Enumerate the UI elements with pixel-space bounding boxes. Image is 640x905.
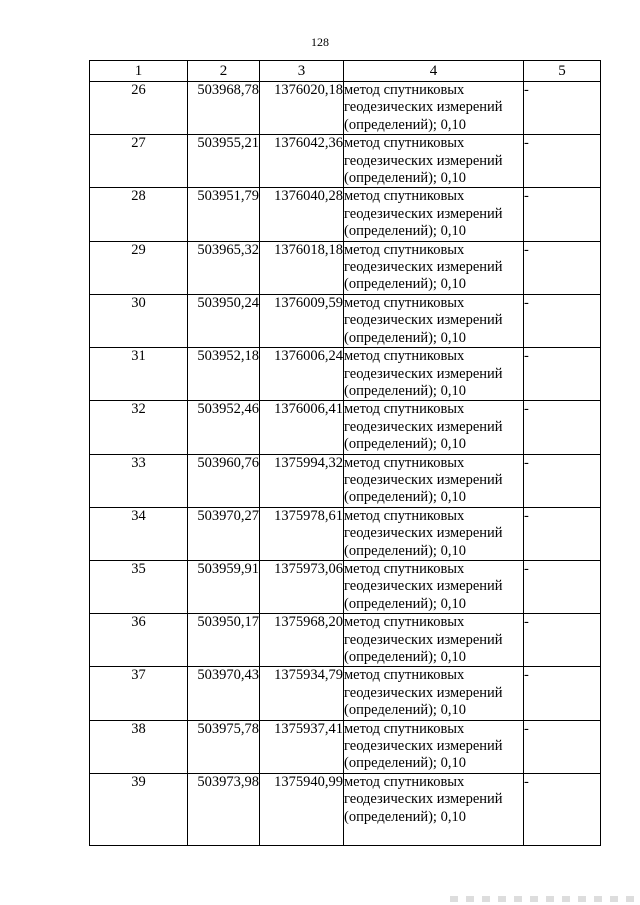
accuracy-cell [524,454,601,507]
table-row [90,82,601,135]
point-number-text: 29 [131,241,146,258]
y-coordinate-cell [260,294,344,347]
accuracy-text: - [524,454,529,471]
x-coordinate-text: 503975,78 [197,720,259,737]
point-number-cell [90,560,188,613]
table-row [90,294,601,347]
table-row [90,401,601,454]
point-number-cell [90,507,188,560]
table-row [90,720,601,773]
accuracy-cell [524,667,601,720]
y-coordinate-text: 1375937,41 [274,720,343,737]
y-coordinate-text: 1375978,61 [274,507,343,524]
table-row [90,667,601,720]
y-coordinate-text: 1376042,36 [274,135,343,152]
method-text: метод спутниковых геодезических измерений (определений); 0,10 [344,614,503,665]
accuracy-cell [524,773,601,845]
method-text: метод спутниковых геодезических измерений (определений); 0,10 [344,560,503,612]
x-coordinate-cell [188,773,260,845]
point-number-text: 34 [131,507,146,524]
table-row [90,454,601,507]
point-number-text: 37 [131,667,146,684]
accuracy-text: - [524,720,529,737]
accuracy-text: - [524,401,529,418]
footer-scan-mark [450,896,640,902]
point-number-text: 36 [131,614,146,631]
y-coordinate-cell [260,82,344,135]
accuracy-text: - [524,135,529,152]
point-number-cell [90,294,188,347]
table-row [90,507,601,560]
table-row [90,348,601,401]
x-coordinate-cell [188,454,260,507]
point-number-text: 38 [131,720,146,737]
table-header-row [90,61,601,82]
y-coordinate-text: 1375994,32 [274,454,343,471]
y-coordinate-text: 1376006,24 [274,348,343,365]
y-coordinate-cell [260,241,344,294]
table-row [90,241,601,294]
point-number-cell [90,135,188,188]
point-number-text: 39 [131,773,146,790]
accuracy-cell [524,348,601,401]
x-coordinate-text: 503950,17 [197,614,259,631]
x-coordinate-text: 503970,43 [197,667,259,684]
method-cell [344,401,524,454]
point-number-cell [90,720,188,773]
method-text: метод спутниковых геодезических измерений (определений); 0,10 [344,188,503,240]
point-number-cell [90,454,188,507]
accuracy-cell [524,135,601,188]
method-cell [344,82,524,135]
x-coordinate-text: 503965,32 [197,241,259,258]
y-coordinate-text: 1375973,06 [274,560,343,577]
method-text: метод спутниковых геодезических измерений (определений); 0,10 [344,348,503,399]
x-coordinate-text: 503959,91 [197,560,259,577]
coordinates-table [89,60,601,846]
y-coordinate-text: 1375940,99 [274,773,343,790]
y-coordinate-text: 1376018,18 [274,241,343,258]
method-text: метод спутниковых геодезических измерений (определений); 0,10 [344,507,503,559]
x-coordinate-cell [188,188,260,241]
table-body [90,82,601,846]
method-cell [344,667,524,720]
point-number-text: 32 [131,401,146,418]
method-cell [344,135,524,188]
accuracy-cell [524,560,601,613]
accuracy-text: - [524,614,529,631]
x-coordinate-cell [188,348,260,401]
accuracy-cell [524,614,601,667]
method-text: метод спутниковых геодезических измерений (определений); 0,10 [344,773,503,825]
table-row [90,560,601,613]
accuracy-cell [524,507,601,560]
header-col-5: 5 [524,61,601,82]
point-number-cell [90,773,188,845]
x-coordinate-text: 503950,24 [197,294,259,311]
method-text: метод спутниковых геодезических измерений (определений); 0,10 [344,135,503,187]
table-row [90,614,601,667]
x-coordinate-text: 503952,18 [197,348,259,365]
point-number-text: 30 [131,294,146,311]
x-coordinate-cell [188,667,260,720]
x-coordinate-cell [188,294,260,347]
method-cell [344,294,524,347]
header-col-1: 1 [90,61,188,82]
x-coordinate-text: 503952,46 [197,401,259,418]
method-cell [344,560,524,613]
method-text: метод спутниковых геодезических измерений (определений); 0,10 [344,82,503,133]
method-cell [344,773,524,845]
x-coordinate-text: 503968,78 [197,82,259,98]
point-number-cell [90,614,188,667]
y-coordinate-text: 1375968,20 [274,614,343,631]
x-coordinate-text: 503951,79 [197,188,259,205]
x-coordinate-cell [188,614,260,667]
x-coordinate-cell [188,720,260,773]
method-cell [344,348,524,401]
table-row [90,773,601,845]
x-coordinate-cell [188,560,260,613]
point-number-cell [90,188,188,241]
method-text: метод спутниковых геодезических измерений (определений); 0,10 [344,294,503,346]
y-coordinate-cell [260,507,344,560]
method-text: метод спутниковых геодезических измерений (определений); 0,10 [344,241,503,293]
method-cell [344,614,524,667]
y-coordinate-cell [260,560,344,613]
y-coordinate-cell [260,454,344,507]
y-coordinate-cell [260,720,344,773]
point-number-cell [90,667,188,720]
method-text: метод спутниковых геодезических измерений (определений); 0,10 [344,667,503,719]
accuracy-text: - [524,560,529,577]
method-cell [344,720,524,773]
y-coordinate-text: 1376006,41 [274,401,343,418]
x-coordinate-cell [188,507,260,560]
method-cell [344,507,524,560]
y-coordinate-text: 1376020,18 [274,82,343,98]
point-number-text: 28 [131,188,146,205]
y-coordinate-cell [260,614,344,667]
point-number-text: 27 [131,135,146,152]
table-row [90,135,601,188]
x-coordinate-text: 503973,98 [197,773,259,790]
point-number-text: 31 [131,348,146,365]
method-cell [344,454,524,507]
point-number-text: 33 [131,454,146,471]
point-number-cell [90,241,188,294]
accuracy-cell [524,401,601,454]
accuracy-text: - [524,82,529,98]
accuracy-text: - [524,241,529,258]
y-coordinate-text: 1376040,28 [274,188,343,205]
point-number-text: 35 [131,560,146,577]
x-coordinate-cell [188,82,260,135]
accuracy-text: - [524,507,529,524]
table-row [90,188,601,241]
y-coordinate-cell [260,188,344,241]
accuracy-text: - [524,348,529,365]
header-col-4: 4 [344,61,524,82]
point-number-cell [90,82,188,135]
accuracy-cell [524,82,601,135]
accuracy-text: - [524,667,529,684]
y-coordinate-cell [260,773,344,845]
y-coordinate-cell [260,135,344,188]
header-col-3: 3 [260,61,344,82]
y-coordinate-cell [260,348,344,401]
x-coordinate-cell [188,401,260,454]
accuracy-cell [524,720,601,773]
accuracy-cell [524,188,601,241]
y-coordinate-text: 1375934,79 [274,667,343,684]
point-number-cell [90,348,188,401]
accuracy-text: - [524,294,529,311]
x-coordinate-text: 503960,76 [197,454,259,471]
x-coordinate-cell [188,135,260,188]
point-number-text: 26 [131,82,146,98]
point-number-cell [90,401,188,454]
method-text: метод спутниковых геодезических измерений (определений); 0,10 [344,401,503,453]
accuracy-cell [524,294,601,347]
method-text: метод спутниковых геодезических измерений (определений); 0,10 [344,454,503,506]
accuracy-text: - [524,188,529,205]
y-coordinate-text: 1376009,59 [274,294,343,311]
y-coordinate-cell [260,401,344,454]
y-coordinate-cell [260,667,344,720]
x-coordinate-text: 503970,27 [197,507,259,524]
x-coordinate-text: 503955,21 [197,135,259,152]
method-cell [344,241,524,294]
method-cell [344,188,524,241]
page-number: 128 [311,35,329,49]
x-coordinate-cell [188,241,260,294]
header-col-2: 2 [188,61,260,82]
method-text: метод спутниковых геодезических измерений (определений); 0,10 [344,720,503,772]
accuracy-text: - [524,773,529,790]
accuracy-cell [524,241,601,294]
